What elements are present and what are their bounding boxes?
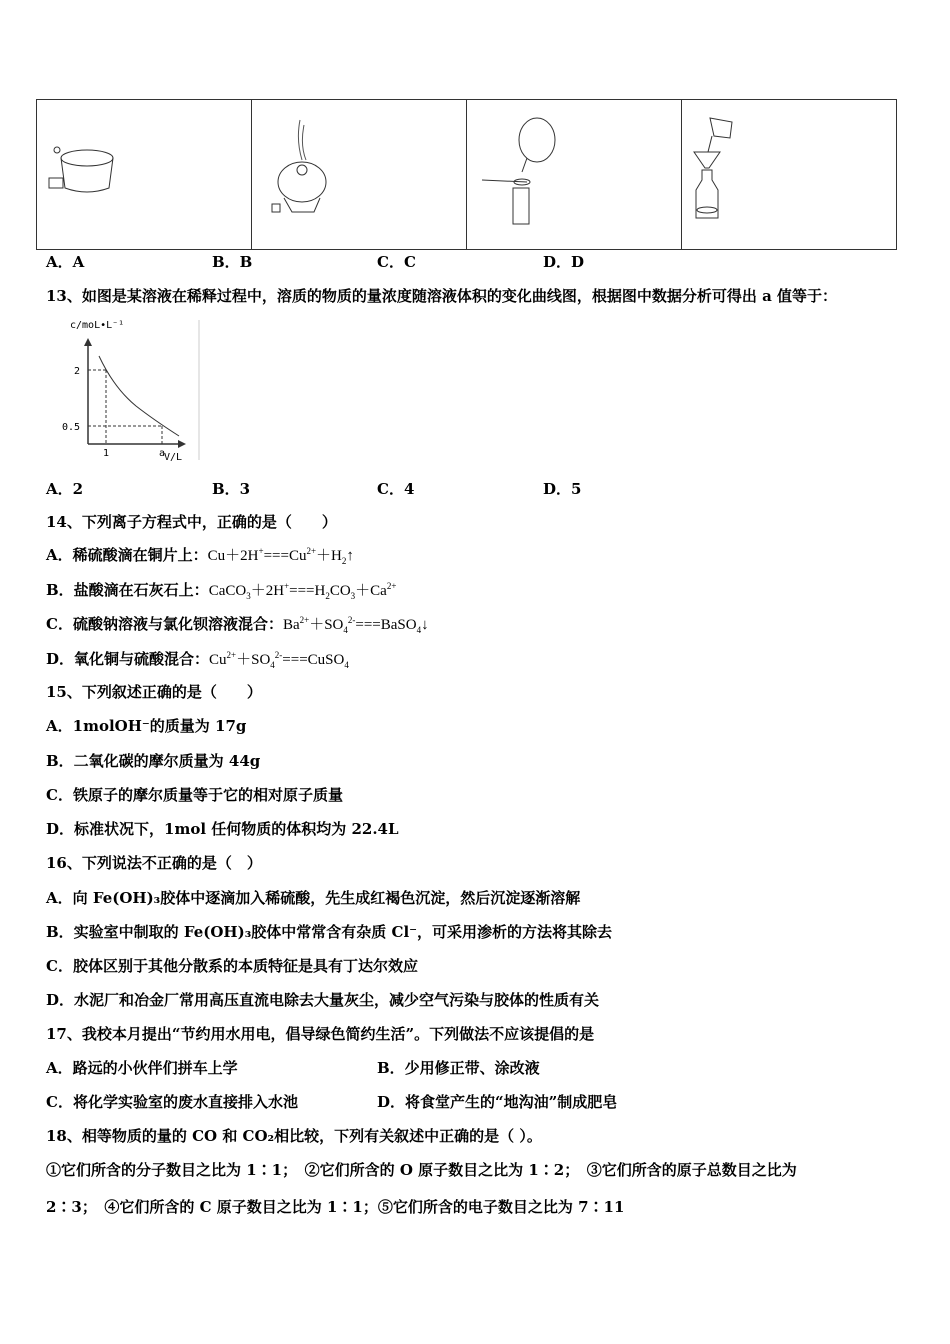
q13-option-c[interactable]: C．4 <box>377 480 415 498</box>
q17-option-b[interactable]: B．少用修正带、涂改液 <box>377 1059 540 1077</box>
q18-statements-line1: ①它们所含的分子数目之比为 1∶1； ②它们所含的 O 原子数目之比为 1∶2； ③它们所含的原子总数目之比为 <box>46 1161 797 1179</box>
q13-option-a[interactable]: A．2 <box>46 480 84 498</box>
q16-stem: 16、下列说法不正确的是（ ） <box>46 854 262 872</box>
q12-option-d[interactable]: D．D <box>543 253 585 271</box>
q18-stem: 18、相等物质的量的 CO 和 CO₂相比较，下列有关叙述中正确的是（ ）。 <box>46 1127 542 1145</box>
q15-option-c[interactable]: C．铁原子的摩尔质量等于它的相对原子质量 <box>46 786 343 804</box>
q17-option-a[interactable]: A．路远的小伙伴们拼车上学 <box>46 1059 238 1077</box>
funnel-bottle-icon <box>682 100 896 245</box>
x-tick-1: 1 <box>103 448 110 459</box>
apparatus-figure-table <box>36 99 897 250</box>
option-label: B．盐酸滴在石灰石上： <box>46 581 209 599</box>
y-tick-2: 2 <box>74 366 81 377</box>
q17-option-d[interactable]: D．将食堂产生的“地沟油”制成肥皂 <box>377 1093 618 1111</box>
evaporating-dish-icon <box>37 100 251 245</box>
y-tick-0.5: 0.5 <box>62 422 81 433</box>
q15-option-b[interactable]: B．二氧化碳的摩尔质量为 44g <box>46 752 261 770</box>
q13-option-b[interactable]: B．3 <box>212 480 251 498</box>
q13-stem: 13、如图是某溶液在稀释过程中，溶质的物质的量浓度随溶液体积的变化曲线图，根据图中数据分析可得出 a 值等于： <box>46 287 838 305</box>
option-label: A．稀硫酸滴在铜片上： <box>46 546 208 564</box>
concentration-volume-graph <box>44 318 202 463</box>
q12-option-b[interactable]: B．B <box>212 253 253 271</box>
q16-option-d[interactable]: D．水泥厂和冶金厂常用高压直流电除去大量灰尘，减少空气污染与胶体的性质有关 <box>46 991 600 1009</box>
q16-option-c[interactable]: C．胶体区别于其他分散系的本质特征是具有丁达尔效应 <box>46 957 418 975</box>
q14-option-d[interactable] <box>46 648 349 670</box>
curve <box>99 356 179 436</box>
equation: $Cu^{2+}+SO_4^{2-}===CuSO_4$ <box>209 650 349 670</box>
q14-stem: 14、下列离子方程式中，正确的是（ ） <box>46 513 337 531</box>
equation: $Ba^{2+}+SO_4^{2-}===BaSO_4↓$ <box>282 615 429 635</box>
q12-option-a[interactable]: A．A <box>46 253 85 271</box>
q16-option-b[interactable]: B．实验室中制取的 Fe(OH)₃胶体中常常含有杂质 Cl⁻，可采用渗析的方法将其除去 <box>46 923 613 941</box>
q15-stem: 15、下列叙述正确的是（ ） <box>46 683 262 701</box>
x-axis-label: V/L <box>164 452 183 463</box>
heating-pot-icon <box>252 100 466 245</box>
figure-a <box>37 100 252 250</box>
option-label: D．氧化铜与硫酸混合： <box>46 650 210 668</box>
figure-b <box>252 100 467 250</box>
q17-stem: 17、我校本月提出“节约用水用电，倡导绿色简约生活”。下列做法不应该提倡的是 <box>46 1025 595 1043</box>
q17-option-c[interactable]: C．将化学实验室的废水直接排入水池 <box>46 1093 298 1111</box>
option-label: C．硫酸钠溶液与氯化钡溶液混合： <box>46 615 283 633</box>
y-axis-label: c/moL•L⁻¹ <box>70 320 125 331</box>
equation: $CaCO_3+2H^+===H_2CO_3+Ca^{2+}$ <box>208 581 397 601</box>
q16-option-a[interactable]: A．向 Fe(OH)₃胶体中逐滴加入稀硫酸，先生成红褐色沉淀，然后沉淀逐渐溶解 <box>46 889 581 907</box>
figure-d <box>682 100 897 250</box>
q14-option-b[interactable] <box>46 579 396 601</box>
x-tick-a: a <box>159 448 166 459</box>
equation: $Cu+2H^+===Cu^{2+}+H_2↑$ <box>207 546 354 566</box>
filtration-pour-icon <box>467 100 681 245</box>
q12-option-c[interactable]: C．C <box>377 253 416 271</box>
q15-option-a[interactable]: A．1molOH⁻的质量为 17g <box>46 717 247 735</box>
q14-option-a[interactable] <box>46 544 354 566</box>
figure-c <box>467 100 682 250</box>
q13-option-d[interactable]: D．5 <box>543 480 582 498</box>
q18-statements-line2: 2∶3； ④它们所含的 C 原子数目之比为 1∶1；⑤它们所含的电子数目之比为 7∶11 <box>46 1198 625 1216</box>
q14-option-c[interactable] <box>46 613 429 635</box>
q15-option-d[interactable]: D．标准状况下，1mol 任何物质的体积均为 22.4L <box>46 820 399 838</box>
